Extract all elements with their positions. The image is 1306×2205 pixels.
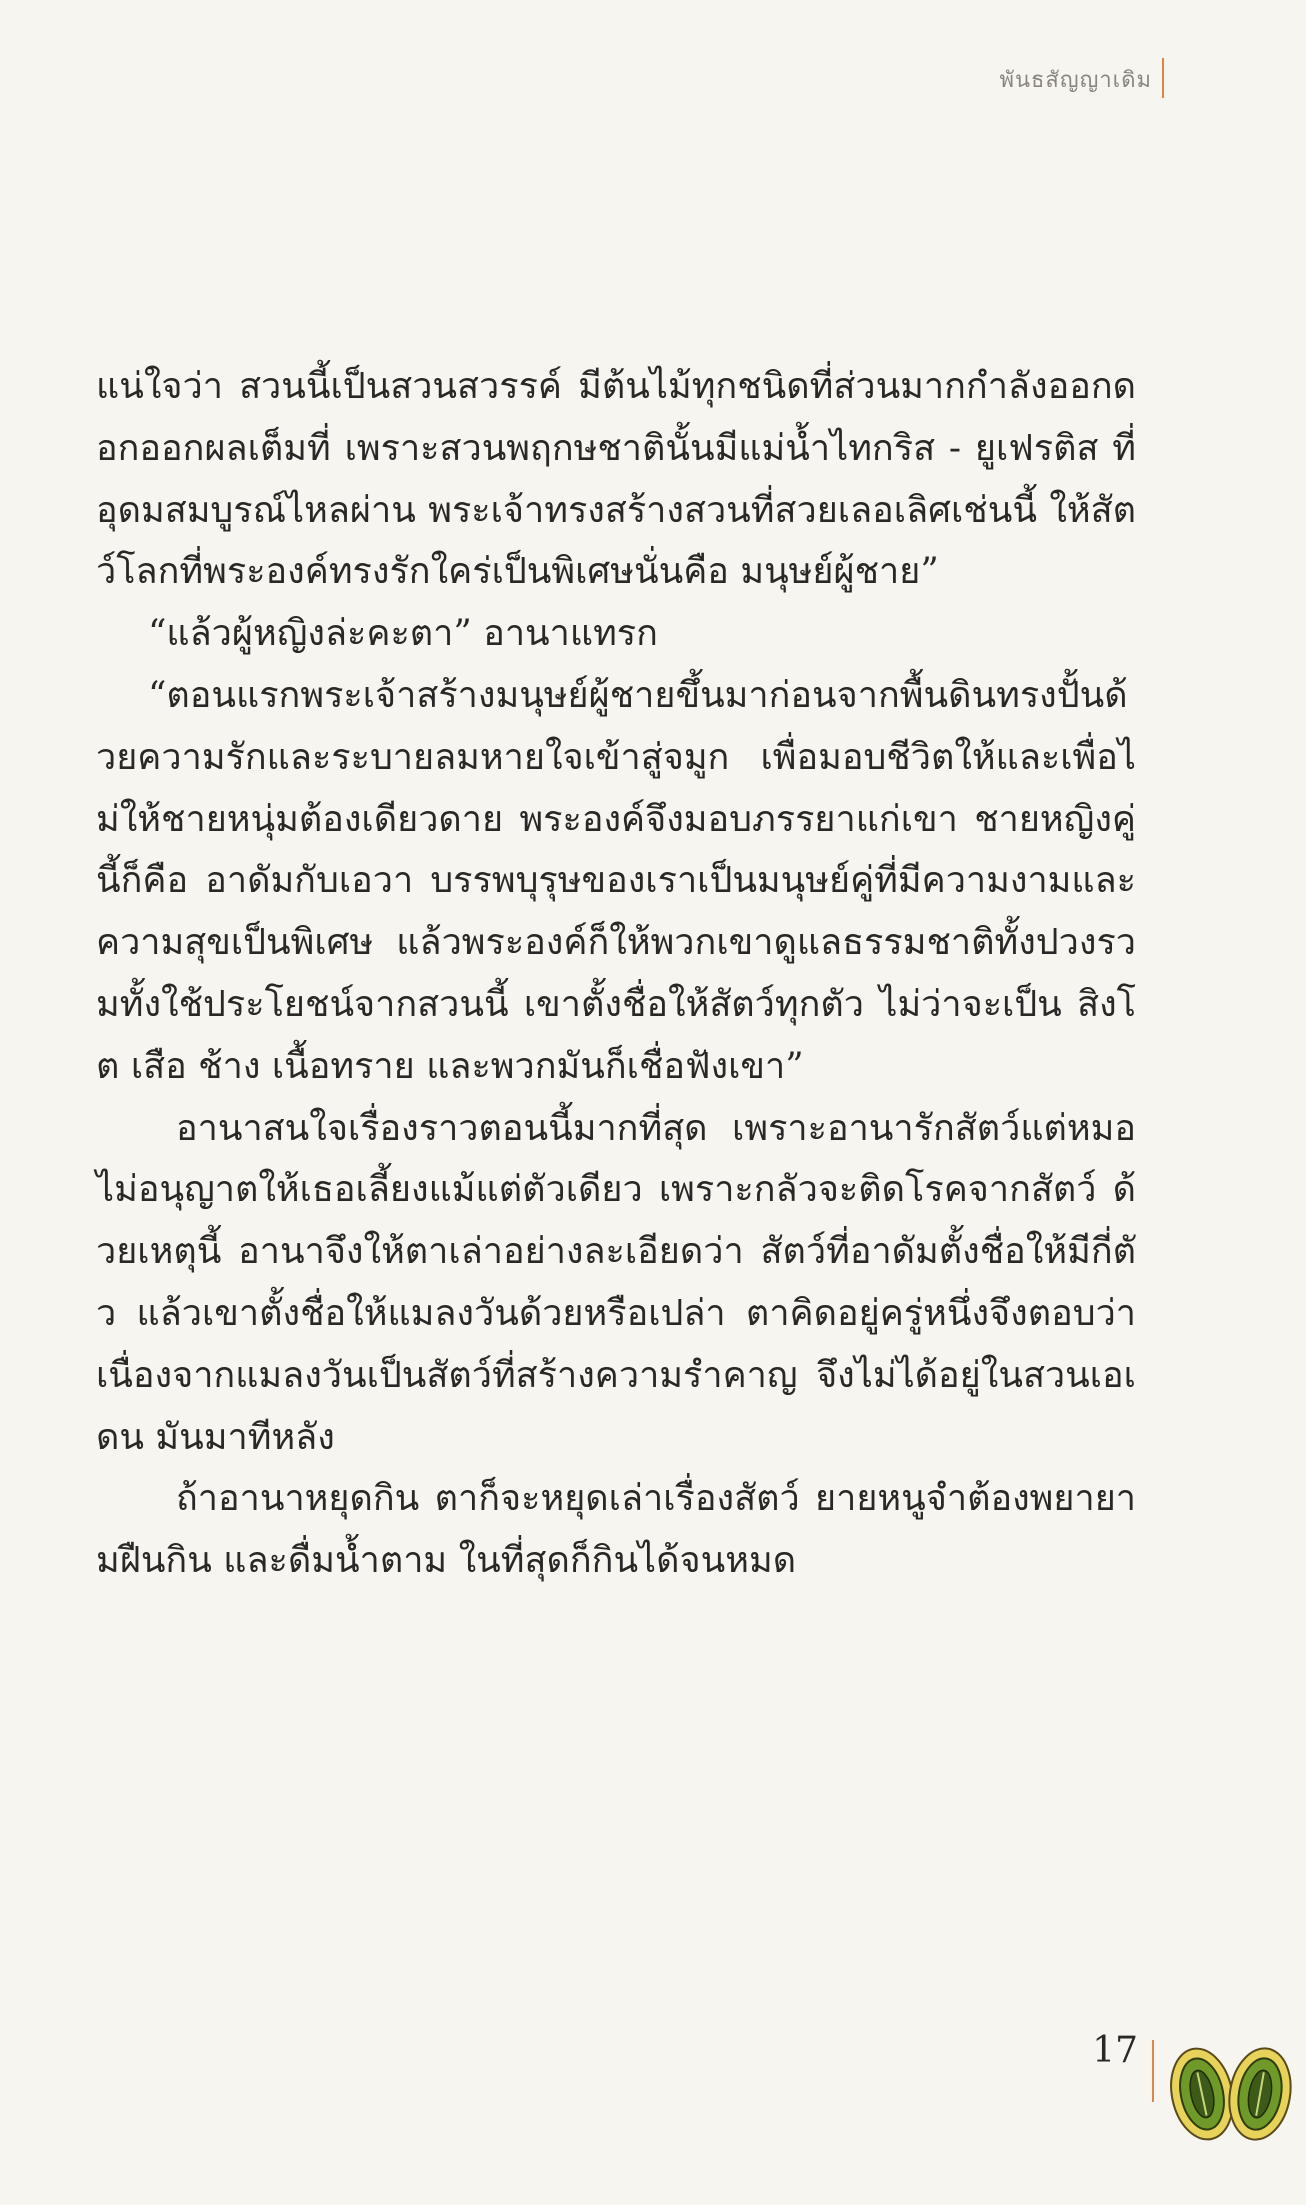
header-rule	[1162, 58, 1164, 98]
decorative-seed-ornament-icon	[1160, 2030, 1300, 2150]
paragraph-4: อานาสนใจเรื่องราวตอนนี้มากที่สุด เพราะอานารักสัตว์แต่หมอไม่อนุญาตให้เธอเลี้ยงแม้แต่ตัวเดียว เพราะกลัวจะติดโรคจากสัตว์ ด้วยเหตุนี้ อานาจึงให้ตาเล่าอย่างละเอียดว่า สัตว์ที่อาดัมตั้งชื่อให้มีกี่ตัว แล้วเขาตั้งชื่อให้แมลงวันด้วยหรือเปล่า ตาคิดอยู่ครู่หนึ่งจึงตอบว่า เนื่องจากแมลงวันเป็นสัตว์ที่สร้างความรำคาญ จึงไม่ได้อยู่ในสวนเอเดน มันมาทีหลัง	[96, 1107, 1136, 1458]
paragraph-3: “ตอนแรกพระเจ้าสร้างมนุษย์ผู้ชายขึ้นมาก่อนจากพื้นดินทรงปั้นด้วยความรักและระบายลมหายใจเข้าสู่จมูก เพื่อมอบชีวิตให้และเพื่อไม่ให้ชายหนุ่มต้องเดียวดาย พระองค์จึงมอบภรรยาแก่เขา ชายหญิงคู่นี้ก็คือ อาดัมกับเอวา บรรพบุรุษของเราเป็นมนุษย์คู่ที่มีความงามและความสุขเป็นพิเศษ แล้วพระองค์ก็ให้พวกเขาดูแลธรรมชาติทั้งปวงรวมทั้งใช้ประโยชน์จากสวนนี้ เขาตั้งชื่อให้สัตว์ทุกตัว ไม่ว่าจะเป็น สิงโต เสือ ช้าง เนื้อทราย และพวกมันก็เชื่อฟังเขา”	[96, 674, 1136, 1087]
footer-rule	[1152, 2040, 1154, 2102]
body-text	[96, 356, 1136, 1592]
running-header: พันธสัญญาเดิม	[999, 68, 1152, 93]
paragraph-5: ถ้าอานาหยุดกิน ตาก็จะหยุดเล่าเรื่องสัตว์ ยายหนูจำต้องพยายามฝืนกิน และดื่มน้ำตาม ในที่สุดก็กินได้จนหมด	[96, 1478, 1136, 1582]
page-number: 17	[1092, 2030, 1138, 2071]
paragraph-1: แน่ใจว่า สวนนี้เป็นสวนสวรรค์ มีต้นไม้ทุกชนิดที่ส่วนมากกำลังออกดอกออกผลเต็มที่ เพราะสวนพฤกษชาตินั้นมีแม่น้ำไทกริส - ยูเฟรติส ที่อุดมสมบูรณ์ไหลผ่าน พระเจ้าทรงสร้างสวนที่สวยเลอเลิศเช่นนี้ ให้สัตว์โลกที่พระองค์ทรงรักใคร่เป็นพิเศษนั่นคือ มนุษย์ผู้ชาย”	[96, 366, 1136, 593]
paragraph-2: “แล้วผู้หญิงล่ะคะตา” อานาแทรก	[148, 613, 658, 655]
